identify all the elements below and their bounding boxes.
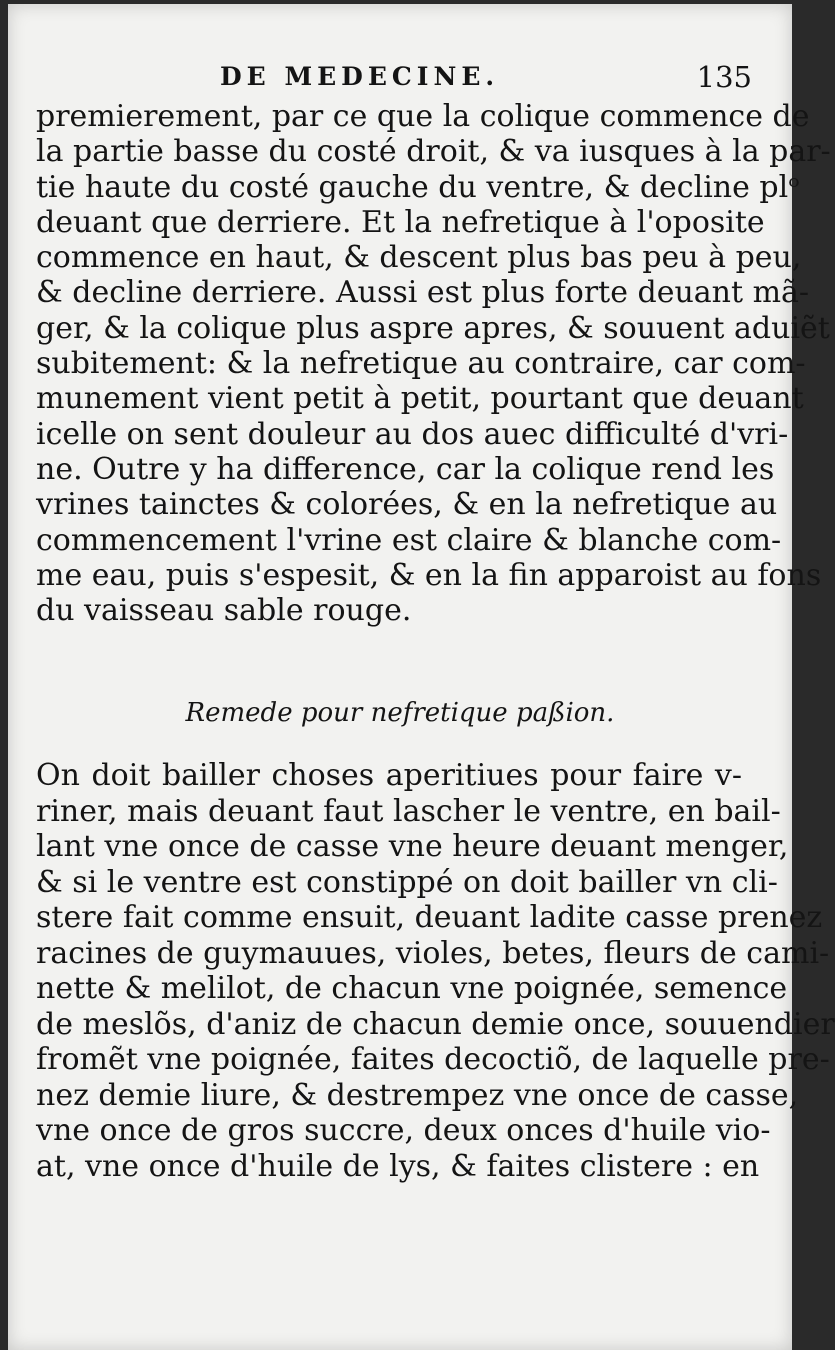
body-paragraph-1	[36, 99, 831, 629]
text-line: subitement: & la nefretique au contraire, car com-	[36, 346, 806, 382]
running-head: DE MEDECINE.	[220, 62, 500, 91]
text-line: tie haute du costé gauche du ventre, & decline plᵒ	[36, 169, 800, 205]
text-line: deuant que derriere. Et la nefretique à l'oposite	[36, 204, 765, 240]
text-line: de meslõs, d'aniz de chacun demie once, souuendier	[36, 1006, 835, 1042]
text-line: du vaisseau sable rouge.	[36, 593, 412, 629]
text-line: riner, mais deuant faut lascher le ventre, en bail-	[36, 793, 781, 829]
text-line: vne once de gros succre, deux onces d'huile vio-	[36, 1113, 771, 1148]
text-line: fromẽt vne poignée, faites decoctiõ, de laquelle pre-	[36, 1042, 830, 1077]
text-line: nette & melilot, de chacun vne poignée, semence	[36, 971, 788, 1006]
page-number: 135	[696, 60, 752, 94]
text-line: ger, & la colique plus aspre apres, & souuent aduiẽt	[36, 310, 830, 346]
text-line: lant vne once de casse vne heure deuant menger,	[36, 829, 789, 864]
text-line: icelle on sent douleur au dos auec difficulté d'vri-	[36, 416, 789, 452]
text-line: vrines tainctes & colorées, & en la nefretique au	[36, 487, 778, 523]
section-heading: Remede pour nefretique paßion.	[185, 698, 615, 728]
text-line: at, vne once d'huile de lys, & faites clistere : en	[36, 1148, 760, 1184]
text-line: ne. Outre y ha difference, car la colique rend les	[36, 451, 775, 487]
book-page	[8, 4, 835, 1350]
text-line: commence en haut, & descent plus bas peu à peu,	[36, 240, 802, 276]
text-line: premierement, par ce que la colique commence de	[36, 99, 810, 134]
text-line: nez demie liure, & destrempez vne once de casse,	[36, 1077, 799, 1113]
text-line: stere fait comme ensuit, deuant ladite casse prenez	[36, 900, 823, 935]
text-line: me eau, puis s'espesit, & en la fin apparoist au fons	[36, 557, 822, 593]
text-line: & decline derriere. Aussi est plus forte deuant mã-	[36, 275, 810, 311]
text-line: racines de guymauues, violes, betes, fleurs de cami-	[36, 935, 830, 971]
text-line: & si le ventre est constippé on doit bailler vn cli-	[36, 864, 778, 900]
body-paragraph-2	[36, 758, 835, 1184]
text-line: commencement l'vrine est claire & blanche com-	[36, 522, 782, 558]
text-line: On doit bailler choses aperitiues pour faire v-	[36, 758, 742, 793]
text-line: munement vient petit à petit, pourtant que deuant	[36, 381, 804, 417]
text-line: la partie basse du costé droit, & va iusques à la par-	[36, 134, 831, 170]
page-header	[38, 60, 752, 100]
